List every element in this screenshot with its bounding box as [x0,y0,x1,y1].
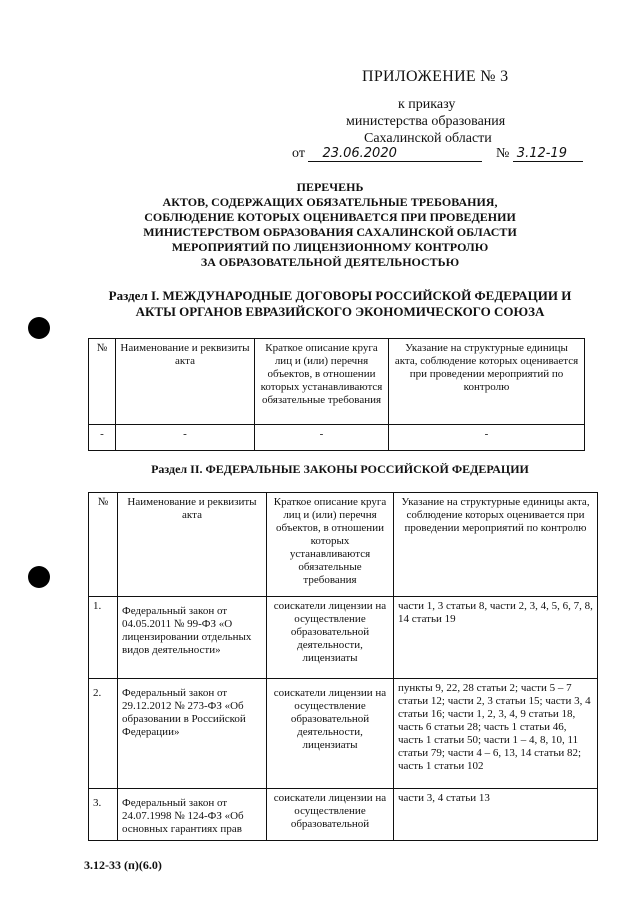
title-line: МИНИСТЕРСТВОМ ОБРАЗОВАНИЯ САХАЛИНСКОЙ ОБЛАСТИ [143,225,517,239]
table-header-row [89,339,585,425]
section-1-title [100,288,580,320]
table-row [89,679,598,789]
header-cell: Указание на структурные единицы акта, соблюдение которых оценивается при проведении мероприятий по контролю [389,339,585,425]
act-name: Федеральный закон от 29.12.2012 № 273-ФЗ «Об образовании в Российской Федерации» [118,679,267,789]
header-cell: Указание на структурные единицы акта, соблюдение которых оценивается при проведении мероприятий по контролю [394,493,598,597]
title-line: ПЕРЕЧЕНЬ [296,180,364,194]
section-2-title: Раздел II. ФЕДЕРАЛЬНЫЕ ЗАКОНЫ РОССИЙСКОЙ ФЕДЕРАЦИИ [151,462,529,476]
table-header-row [89,493,598,597]
order-number: 3.12-19 [513,146,583,162]
structural-units: части 3, 4 статьи 13 [394,789,598,841]
title-line: СОБЛЮДЕНИЕ КОТОРЫХ ОЦЕНИВАЕТСЯ ПРИ ПРОВЕДЕНИИ [144,210,516,224]
title-line: АКТОВ, СОДЕРЖАЩИХ ОБЯЗАТЕЛЬНЫЕ ТРЕБОВАНИЯ, [162,195,498,209]
subjects: соискатели лицензии на осуществление образовательной [267,789,394,841]
table-row [89,425,585,451]
ministry-line: министерства образования [346,114,506,129]
table-cell: - [389,425,585,451]
title-line: МЕРОПРИЯТИЙ ПО ЛИЦЕНЗИОННОМУ КОНТРОЛЮ [171,240,489,254]
act-name: Федеральный закон от 04.05.2011 № 99-ФЗ «О лицензировании отдельных видов деятельности» [118,597,267,679]
region-line: Сахалинской области [364,131,492,146]
form-code: 3.12-33 (п)(6.0) [84,858,162,872]
table-row [89,597,598,679]
section-title-line: Раздел I. МЕЖДУНАРОДНЫЕ ДОГОВОРЫ РОССИЙСКОЙ ФЕДЕРАЦИИ И [108,288,572,303]
header-cell: Наименование и реквизиты акта [118,493,267,597]
row-number: 3. [89,789,118,841]
order-date-row [292,146,583,162]
header-cell: № [89,339,116,425]
subjects: соискатели лицензии на осуществление образовательной деятельности, лицензиаты [267,679,394,789]
row-number: 1. [89,597,118,679]
section-1-table [88,338,585,451]
title-line: ЗА ОБРАЗОВАТЕЛЬНОЙ ДЕЯТЕЛЬНОСТЬЮ [200,255,460,269]
header-cell: Краткое описание круга лиц и (или) перечня объектов, в отношении которых устанавливаются обязательные требования [267,493,394,597]
header-cell: Наименование и реквизиты акта [116,339,255,425]
table-cell: - [116,425,255,451]
row-number: 2. [89,679,118,789]
act-name: Федеральный закон от 24.07.1998 № 124-ФЗ «Об основных гарантиях прав [118,789,267,841]
document-title [120,180,540,270]
to-order-line: к приказу [398,97,456,112]
punch-hole [28,317,50,339]
section-title-line: АКТЫ ОРГАНОВ ЕВРАЗИЙСКОГО ЭКОНОМИЧЕСКОГО СОЮЗА [135,304,545,319]
structural-units: пункты 9, 22, 28 статьи 2; части 5 – 7 статьи 12; части 2, 3 статьи 15; части 3, 4 статьи 16; части 1, 2, 3, 4, 9 статьи 18, часть 6 статьи 28; часть 1 статьи 46, часть 1 статьи 50; части 1 – 4, 8, 10, 11 статьи 79; части 4 – 6, 13, 14 статьи 82; часть 1 статьи 102 [394,679,598,789]
section-2-table [88,492,598,841]
structural-units: части 1, 3 статьи 8, части 2, 3, 4, 5, 6, 7, 8, 14 статьи 19 [394,597,598,679]
order-date: 23.06.2020 [308,146,482,162]
table-row [89,789,598,841]
date-prefix: от [292,146,305,161]
subjects: соискатели лицензии на осуществление образовательной деятельности, лицензиаты [267,597,394,679]
header-cell: № [89,493,118,597]
appendix-title: ПРИЛОЖЕНИЕ № 3 [362,68,509,85]
table-cell: - [255,425,389,451]
header-cell: Краткое описание круга лиц и (или) перечня объектов, в отношении которых устанавливаются обязательные требования [255,339,389,425]
number-prefix: № [495,146,510,161]
punch-hole [28,566,50,588]
table-cell: - [89,425,116,451]
